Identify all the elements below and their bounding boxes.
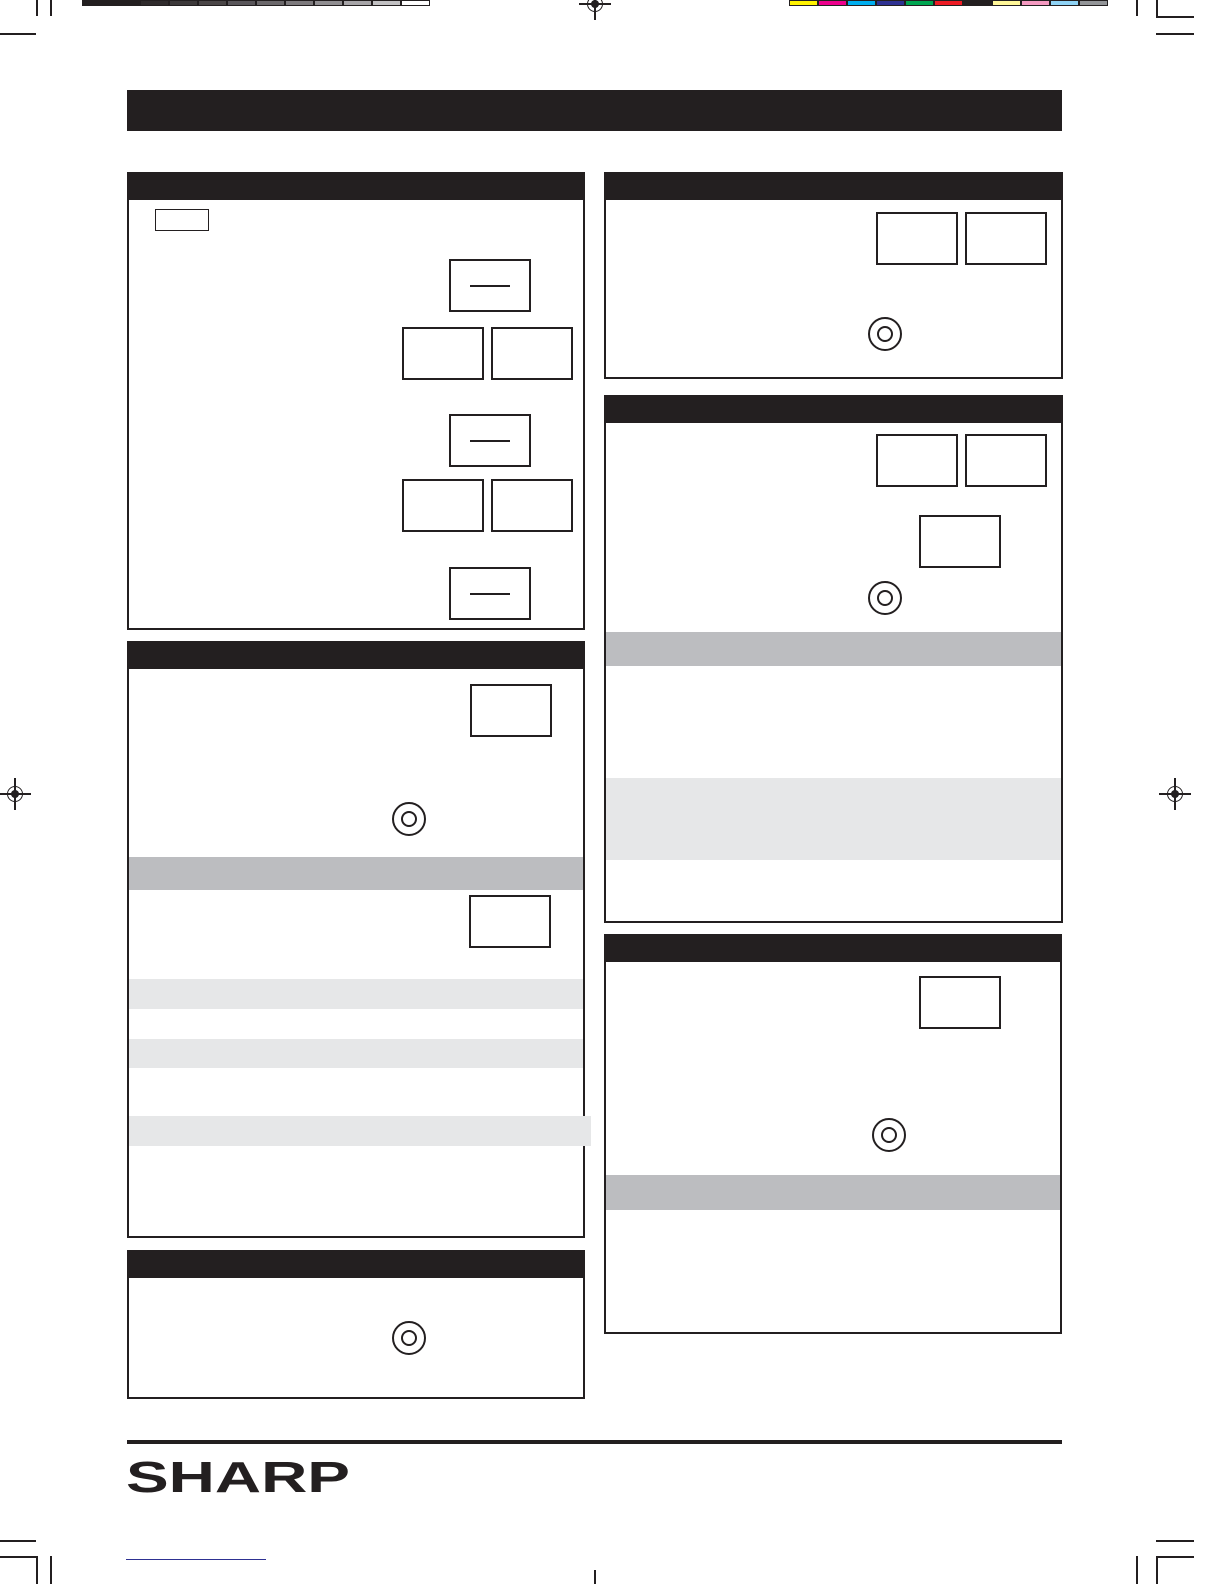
footer-link-line (126, 1559, 266, 1560)
panel-header (129, 643, 583, 669)
crop-mark-icon (1156, 16, 1194, 18)
calibration-swatch (372, 0, 401, 6)
calibration-swatch (314, 0, 343, 6)
calibration-swatch (1079, 0, 1108, 6)
panel-header (606, 174, 1061, 200)
table-row-shaded (606, 778, 1061, 860)
table-row-shaded (129, 1116, 591, 1146)
calibration-swatch (82, 0, 111, 6)
inline-key-graphic (155, 209, 209, 231)
panel-header (129, 174, 583, 200)
subheading-band (606, 1175, 1060, 1210)
calibration-swatch (905, 0, 934, 6)
page-title-bar (127, 90, 1062, 131)
panel-header (606, 397, 1061, 423)
crop-mark-icon (0, 1556, 36, 1558)
calibration-swatch (401, 0, 430, 6)
number-key-icon (491, 327, 573, 380)
calibration-swatch (876, 0, 905, 6)
start-button-icon (868, 581, 902, 615)
crop-mark-icon (1156, 1556, 1194, 1558)
stop-clear-key-icon (449, 567, 531, 620)
crop-mark-icon (50, 1556, 52, 1584)
calibration-swatch (789, 0, 818, 6)
instruction-panel-1 (127, 172, 585, 630)
crop-mark-icon (594, 1570, 596, 1584)
instruction-panel-6 (604, 934, 1062, 1334)
brand-logo (126, 1456, 356, 1496)
calibration-swatch (111, 0, 140, 6)
function-key-icon (919, 976, 1001, 1029)
crop-mark-icon (0, 1540, 36, 1542)
table-row-shaded (129, 1039, 583, 1068)
sharp-logo-icon (126, 1456, 356, 1496)
subheading-band (606, 632, 1061, 666)
calibration-swatch (227, 0, 256, 6)
function-key-icon (919, 515, 1001, 568)
start-button-icon (868, 317, 902, 351)
registration-mark-icon (1165, 784, 1185, 804)
crop-mark-icon (0, 33, 36, 35)
calibration-swatch (256, 0, 285, 6)
calibration-swatch (343, 0, 372, 6)
calibration-swatch (1021, 0, 1050, 6)
number-key-icon (876, 212, 958, 265)
number-key-icon (965, 212, 1047, 265)
stop-clear-key-icon (449, 414, 531, 467)
calibration-swatch (963, 0, 992, 6)
calibration-swatch (992, 0, 1021, 6)
number-key-icon (402, 479, 484, 532)
panel-header (606, 936, 1060, 962)
calibration-swatch (285, 0, 314, 6)
stop-clear-key-icon (449, 259, 531, 312)
subheading-band (129, 857, 583, 890)
crop-mark-icon (1136, 0, 1138, 16)
crop-mark-icon (36, 1556, 38, 1584)
crop-mark-icon (50, 0, 52, 16)
start-button-icon (392, 1321, 426, 1355)
instruction-panel-3 (127, 1250, 585, 1399)
registration-mark-icon (5, 784, 25, 804)
panel-header (129, 1252, 583, 1278)
crop-mark-icon (36, 0, 38, 16)
crop-mark-icon (1156, 33, 1194, 35)
function-key-icon (469, 895, 551, 948)
calibration-swatch (847, 0, 876, 6)
calibration-swatch (934, 0, 963, 6)
number-key-icon (491, 479, 573, 532)
calibration-swatch (1050, 0, 1079, 6)
number-key-icon (402, 327, 484, 380)
start-button-icon (392, 802, 426, 836)
instruction-panel-4 (604, 172, 1063, 379)
calibration-swatch (140, 0, 169, 6)
crop-mark-icon (1156, 0, 1158, 16)
crop-mark-icon (1156, 1540, 1194, 1542)
calibration-swatch (169, 0, 198, 6)
calibration-swatch (818, 0, 847, 6)
function-key-icon (470, 684, 552, 737)
number-key-icon (876, 434, 958, 487)
instruction-panel-2 (127, 641, 585, 1238)
brand-name: SHARP (126, 1456, 350, 1496)
crop-mark-icon (1136, 1556, 1138, 1584)
instruction-panel-5 (604, 395, 1063, 923)
crop-mark-icon (1156, 1556, 1158, 1584)
table-row-shaded (129, 979, 583, 1009)
registration-mark-icon (585, 0, 605, 14)
number-key-icon (965, 434, 1047, 487)
footer-rule (127, 1440, 1062, 1444)
start-button-icon (872, 1118, 906, 1152)
calibration-swatch (198, 0, 227, 6)
